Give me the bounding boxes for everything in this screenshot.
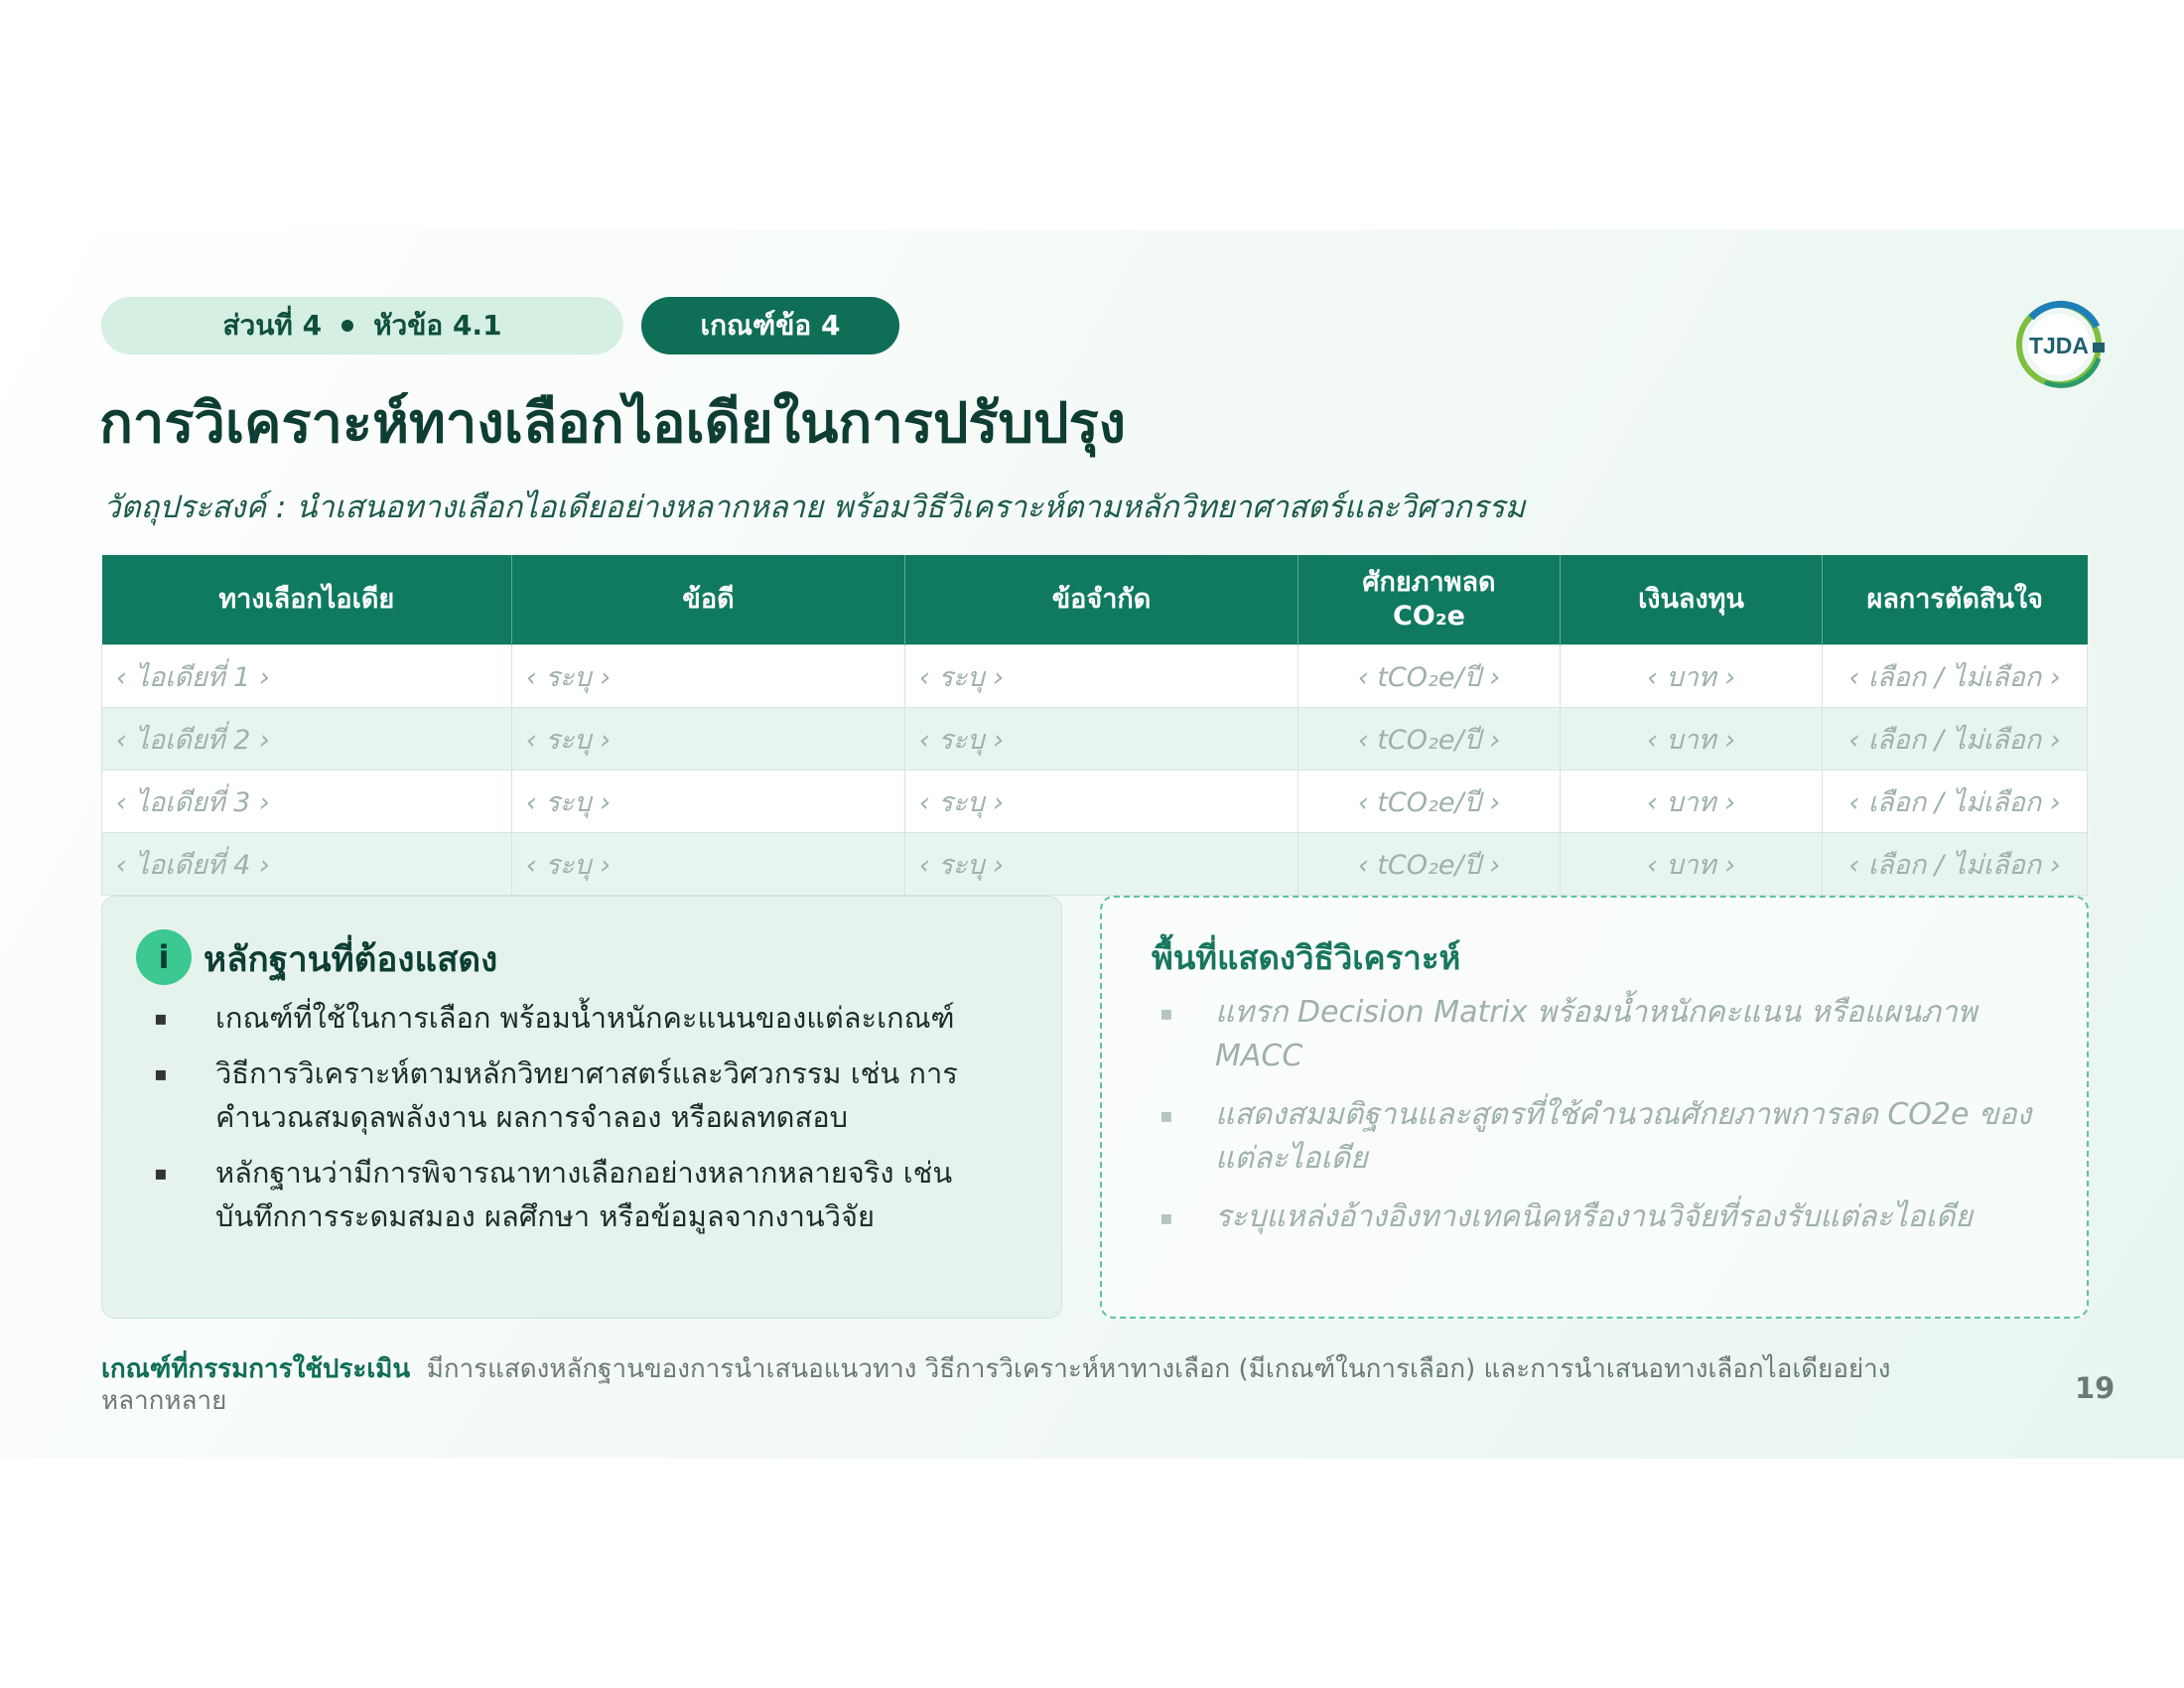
table-row [102, 833, 2088, 896]
cell-idea[interactable]: ‹ ไอเดียที่ 3 › [102, 771, 512, 833]
table-row [102, 708, 2088, 771]
header-investment: เงินลงทุน [1561, 555, 1823, 645]
table-header-row [102, 555, 2088, 645]
cell-pros[interactable]: ‹ ระบุ › [512, 645, 905, 708]
cell-investment[interactable]: ‹ บาท › [1561, 833, 1823, 896]
objective-text: วัตถุประสงค์ : นำเสนอทางเลือกไอเดียอย่างหลากหลาย พร้อมวิธีวิเคราะห์ตามหลักวิทยาศาสตร์และวิศวกรรม [103, 490, 1526, 525]
page-number: 19 [2075, 1371, 2116, 1405]
list-item [146, 1151, 1020, 1238]
cell-decision[interactable]: ‹ เลือก / ไม่เลือก › [1823, 645, 2088, 708]
square-bullet-icon: ▪ [154, 1061, 168, 1085]
evidence-list [146, 996, 1020, 1250]
square-bullet-icon: ▪ [1160, 1001, 1173, 1025]
slide [0, 229, 2184, 1459]
cell-cons[interactable]: ‹ ระบุ › [905, 708, 1298, 771]
cell-cons[interactable]: ‹ ระบุ › [905, 645, 1298, 708]
cell-co2[interactable]: ‹ tCO₂e/ปี › [1298, 833, 1561, 896]
cell-cons[interactable]: ‹ ระบุ › [905, 771, 1298, 833]
cell-pros[interactable]: ‹ ระบุ › [512, 833, 905, 896]
cell-idea[interactable]: ‹ ไอเดียที่ 2 › [102, 708, 512, 771]
square-bullet-icon: ▪ [1160, 1103, 1173, 1127]
list-item-text: แทรก Decision Matrix พร้อมน้ำหนักคะแนน หรือแผนภาพ MACC [1215, 995, 1978, 1073]
square-bullet-icon: ▪ [154, 1161, 168, 1185]
cell-co2[interactable]: ‹ tCO₂e/ปี › [1298, 645, 1561, 708]
header-co2 [1298, 555, 1561, 645]
header-cons: ข้อจำกัด [905, 555, 1298, 645]
cell-cons[interactable]: ‹ ระบุ › [905, 833, 1298, 896]
separator-dot-icon [341, 320, 353, 332]
section-topic-pill [101, 297, 623, 354]
info-icon: i [136, 929, 192, 985]
tjda-logo [2011, 293, 2111, 392]
evaluation-criteria-footer [101, 1353, 1948, 1417]
page-title: การวิเคราะห์ทางเลือกไอเดียในการปรับปรุง [99, 391, 1127, 456]
list-item [146, 1052, 1020, 1139]
options-table [101, 555, 2088, 896]
list-item-text: ระบุแหล่งอ้างอิงทางเทคนิคหรืองานวิจัยที่รองรับแต่ละไอเดีย [1215, 1199, 1973, 1234]
svg-text:TJDA: TJDA [2028, 333, 2090, 358]
section-label: ส่วนที่ 4 [222, 309, 323, 342]
header-co2-label: ศักยภาพลด [1362, 567, 1496, 598]
criteria-badge: เกณฑ์ข้อ 4 [641, 297, 899, 354]
cell-co2[interactable]: ‹ tCO₂e/ปี › [1298, 708, 1561, 771]
analysis-title: พื้นที่แสดงวิธีวิเคราะห์ [1152, 938, 1461, 977]
analysis-area[interactable] [1100, 896, 2089, 1319]
cell-pros[interactable]: ‹ ระบุ › [512, 771, 905, 833]
header-decision: ผลการตัดสินใจ [1823, 555, 2088, 645]
header-idea: ทางเลือกไอเดีย [102, 555, 512, 645]
cell-investment[interactable]: ‹ บาท › [1561, 708, 1823, 771]
cell-investment[interactable]: ‹ บาท › [1561, 645, 1823, 708]
cell-co2[interactable]: ‹ tCO₂e/ปี › [1298, 771, 1561, 833]
list-item-text: แสดงสมมติฐานและสูตรที่ใช้คำนวณศักยภาพการลด CO2e ของแต่ละไอเดีย [1215, 1097, 2032, 1176]
header-pros: ข้อดี [512, 555, 905, 645]
cell-idea[interactable]: ‹ ไอเดียที่ 4 › [102, 833, 512, 896]
cell-pros[interactable]: ‹ ระบุ › [512, 708, 905, 771]
cell-decision[interactable]: ‹ เลือก / ไม่เลือก › [1823, 708, 2088, 771]
square-bullet-icon: ▪ [154, 1006, 168, 1030]
cell-decision[interactable]: ‹ เลือก / ไม่เลือก › [1823, 833, 2088, 896]
evidence-panel [101, 896, 1062, 1319]
list-item [146, 996, 1020, 1040]
square-bullet-icon: ▪ [1160, 1205, 1173, 1229]
cell-decision[interactable]: ‹ เลือก / ไม่เลือก › [1823, 771, 2088, 833]
list-item [1152, 1196, 2045, 1239]
analysis-list [1152, 991, 2045, 1254]
table-row [102, 645, 2088, 708]
list-item-text: หลักฐานว่ามีการพิจารณาทางเลือกอย่างหลากหลายจริง เช่น บันทึกการระดมสมอง ผลศึกษา หรือข้อมูลจากงานวิจัย [215, 1156, 953, 1233]
topic-label: หัวข้อ 4.1 [373, 309, 502, 342]
header-co2-unit: CO₂e [1393, 601, 1465, 632]
evidence-title: หลักฐานที่ต้องแสดง [204, 940, 498, 980]
table-row [102, 771, 2088, 833]
cell-investment[interactable]: ‹ บาท › [1561, 771, 1823, 833]
list-item [1152, 1093, 2045, 1181]
list-item-text: วิธีการวิเคราะห์ตามหลักวิทยาศาสตร์และวิศวกรรม เช่น การคำนวณสมดุลพลังงาน ผลการจำลอง หรือผลทดสอบ [215, 1056, 958, 1134]
footer-label: เกณฑ์ที่กรรมการใช้ประเมิน [101, 1354, 411, 1384]
cell-idea[interactable]: ‹ ไอเดียที่ 1 › [102, 645, 512, 708]
footer-text: มีการแสดงหลักฐานของการนำเสนอแนวทาง วิธีการวิเคราะห์หาทางเลือก (มีเกณฑ์ในการเลือก) และการนำเสนอทางเลือกไอเดียอย่างหลากหลาย [101, 1354, 1891, 1416]
list-item-text: เกณฑ์ที่ใช้ในการเลือก พร้อมน้ำหนักคะแนนของแต่ละเกณฑ์ [215, 1001, 955, 1035]
list-item [1152, 991, 2045, 1078]
